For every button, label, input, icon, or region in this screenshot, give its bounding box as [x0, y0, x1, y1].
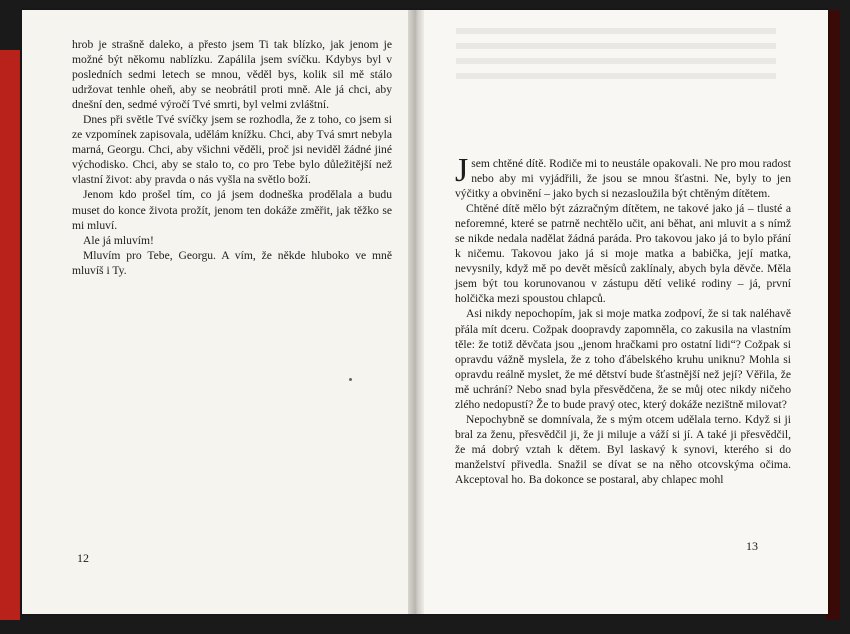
- drop-cap: J: [455, 152, 469, 189]
- book-gutter: [408, 10, 424, 614]
- first-paragraph: [455, 152, 791, 201]
- paragraph: Jenom kdo prošel tím, co já jsem dodneška prodělala a budu muset do konce života prožít, jenom ten dokáže změřit, jak těžko se mi mluví.: [72, 188, 392, 232]
- page-number-right: 13: [746, 539, 758, 553]
- paragraph: Mluvím pro Tebe, Georgu. A vím, že někde hluboko ve mně mluvíš i Ty.: [72, 248, 392, 277]
- book-cover-edge: [0, 50, 20, 620]
- paragraph: Nepochybně se domnívala, že s mým otcem udělala terno. Když si ji bral za ženu, přesvědčil ji, že ji miluje a váží si jí. A také ji přesvědčil, že má dobrý vztah k dětem. Byl laskavý k synovi, kterého si do manželství přivedla. Snažil se dívat se na něho otcovskýma očima. Akceptoval ho. Ba dokonce se postaral, aby chlapec mohl: [455, 412, 791, 486]
- first-paragraph-text: sem chtěné dítě. Rodiče mi to neustále opakovali. Ne pro mou radost nebo aby mi vyjádřili, že jsou se mnou šťastni. Ne, byly to jen výčitky a obvinění – jako bych si nezasloužila být chtěným dítětem.: [455, 157, 791, 201]
- right-page-text: [455, 152, 791, 487]
- left-page-text: [72, 37, 392, 278]
- paper-speck: [349, 378, 352, 381]
- paragraph: Chtěné dítě mělo být zázračným dítětem, ne takové jako já – tlusté a neforemné, které se patrně nechtělo učit, ani běhat, ani mluvit a s nímž se nikde nedala nadělat žádná paráda. Pro takovou jako já to bylo přání k ničemu. Takovou jako já si moje matka a babička, její matka, nevysnily, když mě po devět měsíců zaklínaly, abych byla děvče. Měla jsem být tou korunovanou v zástupu dětí veliké rodiny – já, první holčička mezi spoustou chlapců.: [455, 202, 791, 306]
- paragraph: hrob je strašně daleko, a přesto jsem Ti tak blízko, jak jenom je možné být někomu nablízku. Zapálila jsem svíčku. Kdybys byl v posledních sedmi letech se mnou, věděl bys, kolik sil mě stálo udržovat tenhle oheň, aby se neobrátil proti mně. Ale já chci, aby dnešní den, sedmé výročí Tvé smrti, byl velmi zvláštní.: [72, 38, 392, 112]
- paragraph: Ale já mluvím!: [83, 233, 154, 247]
- paragraph: Asi nikdy nepochopím, jak si moje matka zodpoví, že si tak naléhavě přála mít dceru. Cožpak doopravdy zapomněla, co zakusila na vlastním těle: že totiž děvčata jsou „jenom hračkami pro ostatní lidi“? Cožpak si opravdu vážně myslela, že z toho ďábelského kruhu uniknu? Mohla si opravdu reálně myslet, že mé dětství bude šťastnější než její? Věřila, že mě uchrání? Nebo snad byla přesvědčena, že se můj otec nikdy ničeho zlého nedopustí? Že to bude pravý otec, který dokáže nezištně milovat?: [455, 307, 791, 411]
- page-number-left: 12: [77, 551, 89, 565]
- left-page: [22, 10, 414, 614]
- paragraph: Dnes při světle Tvé svíčky jsem se rozhodla, že z toho, co jsem si ze vzpomínek zapisovala, udělám knížku. Chci, aby Tvá smrt nebyla marná, Georgu. Chci, aby všichni věděli, proč jsi neviděl žádné jiné východisko. Chci, aby se stalo to, co pro Tebe bylo důležitější než vlastní život: aby pravda o nás vyšla na světlo boží.: [72, 113, 392, 187]
- right-page: [418, 10, 828, 614]
- show-through-text: [456, 28, 776, 88]
- book-cover-edge-right: [826, 10, 840, 620]
